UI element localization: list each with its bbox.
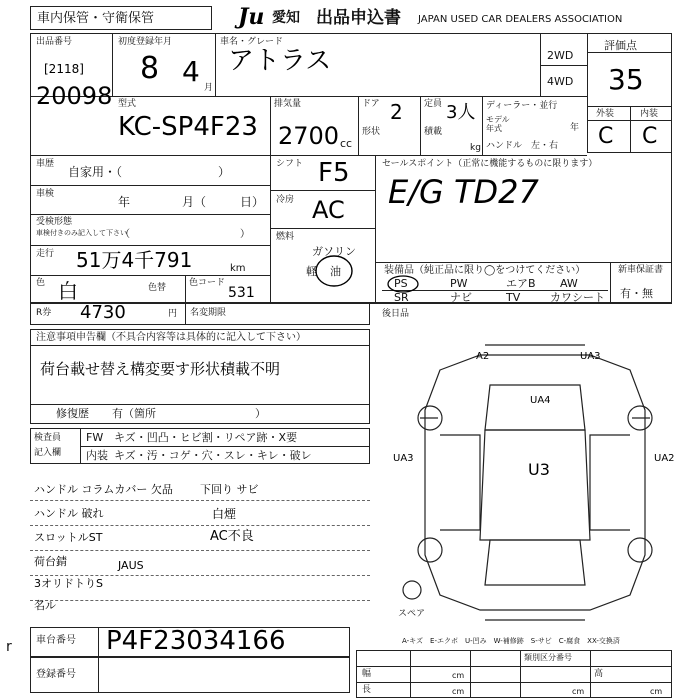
dealer-model: モデル [486,115,510,124]
color-code-label: 色コード [189,278,226,288]
equipment-item: AW [560,277,578,290]
width-label: 幅 [362,669,372,679]
inspection-day: 日） [240,195,265,209]
handwritten-note: 下回り サビ [200,483,259,496]
ju-logo: Ju [238,4,265,30]
diagram-note-a2: A2 [476,351,490,362]
spare-label: スペア [398,609,426,619]
chassis-value: P4F23034166 [106,626,286,656]
inspection-label: 車検 [36,189,55,199]
handwritten-note: 3オリドトりS [34,577,103,590]
color-change-label: 色替 [148,283,167,293]
inspection-year: 年 [118,195,131,209]
doors-label: ドア [362,99,380,109]
shift-value: F5 [318,158,350,188]
car-damage-diagram [400,340,670,630]
score-value: 35 [608,63,644,96]
special-label: 類別区分番号 [524,653,572,662]
unit-cm: cm [452,687,465,696]
handwritten-note: 名ル [34,599,56,612]
registration-month-unit: 月 [204,83,214,93]
displacement-value: 2700 [278,122,340,150]
ps-circle-mark [386,275,420,293]
displacement-label: 排気量 [274,99,302,109]
fuel-diesel: 油 [330,265,341,278]
acceptance-paren: （ ） [120,229,250,240]
repair-label: 修復歴 [56,407,89,420]
shape-label: 形状 [362,127,381,137]
registration-year: 8 [140,51,160,86]
warranty-options: 有・無 [620,287,653,300]
equipment-item: PW [450,277,468,290]
recycle-label: R券 [36,308,52,318]
org-name: 愛知 [272,10,300,26]
inspector-row1-head: FW [86,431,104,444]
form-title: 出品申込書 [316,8,401,28]
selling-point-label: セールスポイント（正常に機能するものに限ります） [382,159,598,169]
car-name-value: アトラス [228,46,332,76]
color-code-value: 531 [228,285,255,301]
handwritten-note: スロットルST [34,531,103,544]
equipment-grid [382,277,608,303]
back-view-label: 後日品 [382,309,410,319]
diagram-note-ua4: UA4 [530,395,551,406]
handwritten-note: 白煙 [212,507,237,521]
diagram-note-ua3-top: UA3 [580,351,601,362]
inspector-label: 検査員 [34,433,62,443]
notes-header: 注意事項申告欄（不具合内容等は具体的に記入して下さい） [36,332,306,343]
drive-4wd: 4WD [547,75,574,88]
unit-cm: cm [452,671,465,680]
displacement-unit: cc [340,137,353,150]
first-registration-label: 初度登録年月 [118,37,173,47]
equipment-item: ナビ [450,291,472,304]
aircon-value: AC [312,196,345,224]
exterior-score: C [598,124,614,149]
reg-number-box [30,657,350,693]
owner-change-label: 名変期限 [190,308,227,318]
unit-cm: cm [650,687,663,696]
dealer-year-unit: 年 [570,123,580,133]
storage-label: 車内保管・守衛保管 [37,11,155,26]
inspection-month: 月（ [182,195,207,209]
equipment-item: TV [506,291,521,304]
height-label: 高 [594,669,604,679]
fuel-gasoline: ガソリン [312,245,356,258]
interior-score: C [642,124,658,149]
equipment-item: PS [394,277,408,290]
dimensions-table [356,650,672,698]
unit-cm: cm [572,687,585,696]
mileage-label: 走行 [36,249,55,259]
model-label: 型式 [118,99,137,109]
fuel-label: 燃料 [276,232,295,242]
lot-number-label: 出品番号 [36,37,73,47]
diesel-circle-mark [314,254,354,288]
storage-box [30,6,212,30]
drive-2wd: 2WD [547,49,574,62]
equipment-item: エアB [506,277,536,290]
diagram-note-ua3-left: UA3 [393,453,414,464]
inspector-entry-label: 記入欄 [34,448,62,458]
doors-value: 2 [390,100,403,124]
lot-sub-number: [2118] [44,62,84,76]
repair-value: 有（箇所 ） [112,407,266,420]
inspector-row2-head: 内装 [86,449,108,462]
lot-number: 20098 [36,82,113,110]
aircon-label: 冷房 [276,195,295,205]
color-value: 白 [58,279,78,303]
shift-label: シフト [276,159,304,169]
length-label: 長 [362,685,372,695]
selling-point-value: E/G TD27 [388,173,539,211]
equipment-label: 装備品（純正品に限り◯をつけてください） [384,265,586,276]
handwritten-note: 荷台錆 [34,555,67,568]
handwritten-note: ハンドル 破れ [34,507,104,520]
registration-month: 4 [182,55,200,88]
inspector-row2: キズ・汚・コゲ・穴・スレ・キレ・破レ [114,449,312,462]
association-name: JAPAN USED CAR DEALERS ASSOCIATION [418,14,623,25]
jaus-note: JAUS [118,559,144,572]
mileage-unit: km [230,263,246,274]
car-name-label: 車名・グレード [220,37,284,47]
equipment-item: カワシート [550,291,605,304]
recycle-unit: 円 [168,309,178,319]
history-label: 車歴 [36,159,55,169]
equipment-item: SR [394,291,409,304]
inspector-row1: キズ・凹凸・ヒビ割・リペア跡・X要 [114,431,298,444]
acceptance-label: 受検形態 [36,217,73,227]
handwritten-note: AC不良 [210,529,254,544]
margin-mark: r [6,639,12,655]
score-label: 評価点 [604,39,637,52]
notes-text: 荷台載せ替え構変要す形状積載不明 [40,360,281,378]
history-value: 自家用・（ ） [68,165,231,179]
handle-side: ハンドル 左・右 [486,141,559,151]
diagram-note-ua2-right: UA2 [654,453,675,464]
interior-label: 内装 [640,109,659,119]
diagram-note-u3: U3 [528,460,550,479]
mileage-value: 51万4千791 [76,248,193,272]
capacity-value: 3人 [446,102,476,123]
acceptance-note: 車検付きのみ記入して下さい [36,229,127,237]
damage-legend: A-キズ E-エクボ U-凹み W-補修跡 S-サビ C-腐食 XX-交換済 [402,637,620,645]
chassis-label: 車台番号 [36,635,76,646]
exterior-label: 外装 [596,109,615,119]
warranty-label: 新車保証書 [618,265,664,275]
dealer-year: 年式 [486,124,502,133]
loading-unit: kg [470,143,481,153]
recycle-value: 4730 [80,302,126,323]
model-value: KC-SP4F23 [118,112,258,142]
handwritten-note: ハンドル コラムカバー 欠品 [34,483,173,496]
capacity-label: 定員 [424,99,443,109]
fuel-light: 軽 [306,265,317,278]
reg-number-label: 登録番号 [36,669,76,680]
dealer-line1: ディーラー・並行 [486,101,558,111]
loading-label: 積載 [424,127,443,137]
color-label: 色 [36,278,46,288]
